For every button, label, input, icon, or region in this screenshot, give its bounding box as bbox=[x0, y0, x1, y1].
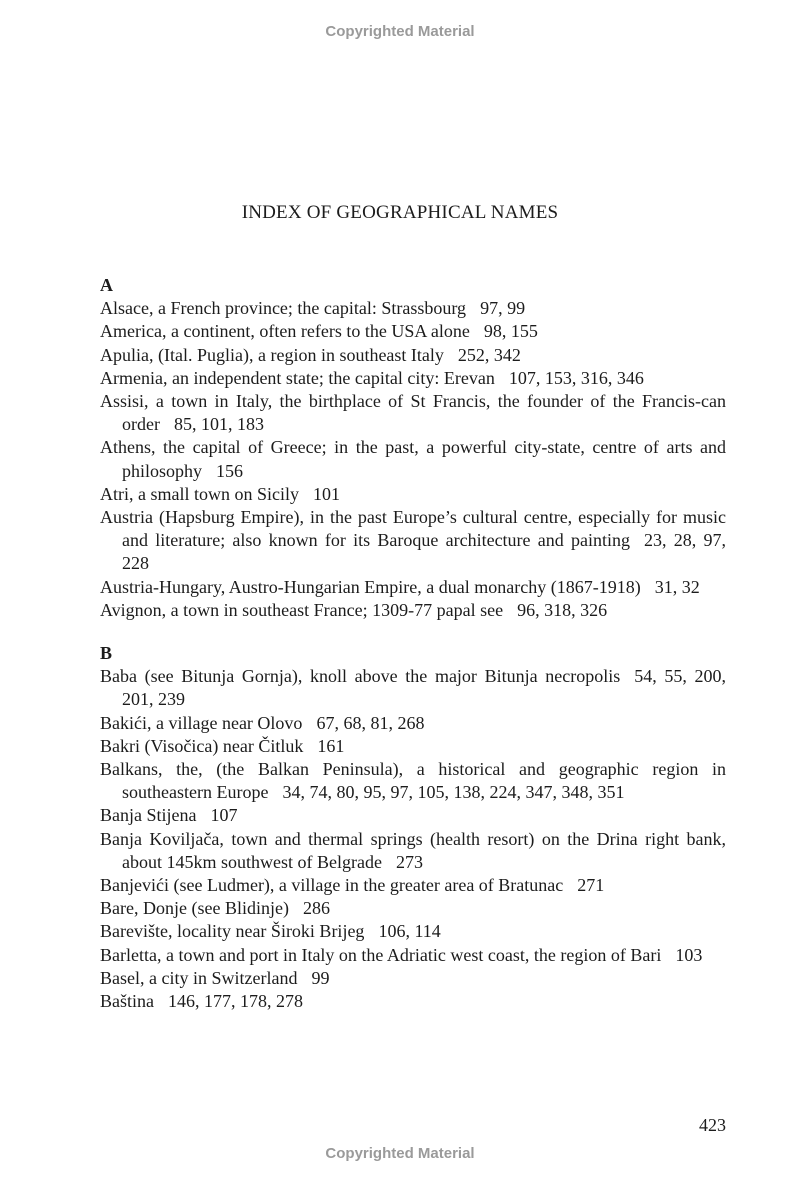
entry-text: Austria (Hapsburg Empire), in the past Europe’s cultural centre, especially for music and literature; also known for its Baroque architecture and painting bbox=[100, 507, 726, 551]
index-entry bbox=[100, 735, 726, 758]
section-letter: A bbox=[100, 275, 113, 295]
index-entry bbox=[100, 506, 726, 576]
entry-pages: 106, 114 bbox=[378, 921, 441, 942]
index-entry bbox=[100, 599, 726, 622]
entry-text: Baba (see Bitunja Gornja), knoll above the major Bitunja necropolis bbox=[100, 666, 621, 687]
entry-text: Athens, the capital of Greece; in the past, a powerful city-state, centre of arts and philosophy bbox=[100, 437, 726, 481]
index-entry bbox=[100, 483, 726, 506]
index-entry bbox=[100, 576, 726, 599]
entry-pages: 273 bbox=[395, 851, 423, 872]
index-entry bbox=[100, 320, 726, 343]
index-entry bbox=[100, 344, 726, 367]
entry-text: America, a continent, often refers to the USA alone bbox=[100, 321, 470, 342]
index-entry bbox=[100, 367, 726, 390]
index-entry bbox=[100, 920, 726, 943]
index-entry bbox=[100, 944, 726, 967]
entry-text: Bakići, a village near Olovo bbox=[100, 712, 303, 733]
watermark-top: Copyrighted Material bbox=[325, 23, 475, 40]
entry-text: Banja Koviljača, town and thermal springs (health resort) on the Drina right bank, about 145km southwest of Belgrade bbox=[100, 828, 726, 872]
index-entry bbox=[100, 874, 726, 897]
entry-text: Barletta, a town and port in Italy on the Adriatic west coast, the region of Bari bbox=[100, 944, 662, 965]
entry-pages: 161 bbox=[317, 735, 345, 756]
entry-pages: 286 bbox=[302, 898, 330, 919]
index-entry bbox=[100, 990, 726, 1013]
index-entry bbox=[100, 828, 726, 874]
section-letter: B bbox=[100, 643, 113, 664]
entry-text: Bakri (Visočica) near Čitluk bbox=[100, 735, 304, 756]
index-entry bbox=[100, 897, 726, 920]
entry-pages: 67, 68, 81, 268 bbox=[316, 712, 425, 733]
index-body bbox=[100, 274, 726, 1013]
page-title: INDEX OF GEOGRAPHICAL NAMES bbox=[241, 202, 559, 223]
entry-pages: 103 bbox=[675, 944, 703, 965]
entry-pages: 31, 32 bbox=[654, 576, 700, 597]
index-entry bbox=[100, 712, 726, 735]
entry-pages: 252, 342 bbox=[457, 344, 521, 365]
entry-text: Austria-Hungary, Austro-Hungarian Empire, a dual monarchy (1867-1918) bbox=[100, 576, 641, 597]
entry-pages: 54, 55, 200, 201, 239 bbox=[122, 666, 726, 710]
index-entry bbox=[100, 297, 726, 320]
entry-text: Armenia, an independent state; the capital city: Erevan bbox=[100, 367, 495, 388]
entry-pages: 98, 155 bbox=[483, 321, 538, 342]
entry-text: Assisi, a town in Italy, the birthplace of St Francis, the founder of the Francis-can order bbox=[100, 391, 726, 435]
index-entry bbox=[100, 665, 726, 711]
entry-text: Basel, a city in Switzerland bbox=[100, 967, 298, 988]
index-section-b bbox=[100, 642, 726, 1013]
entry-pages: 107 bbox=[210, 805, 238, 826]
entry-pages: 146, 177, 178, 278 bbox=[168, 991, 303, 1012]
entry-pages: 156 bbox=[216, 460, 244, 481]
entry-text: Apulia, (Ital. Puglia), a region in southeast Italy bbox=[100, 344, 444, 365]
index-entry bbox=[100, 390, 726, 436]
entry-text: Bare, Donje (see Blidinje) bbox=[100, 898, 289, 919]
entry-pages: 97, 99 bbox=[480, 298, 526, 319]
entry-text: Banja Stijena bbox=[100, 805, 197, 826]
entry-text: Atri, a small town on Sicily bbox=[100, 483, 299, 504]
entry-pages: 107, 153, 316, 346 bbox=[508, 367, 644, 388]
entry-text: Alsace, a French province; the capital: Strassbourg bbox=[100, 298, 467, 319]
watermark-bottom: Copyrighted Material bbox=[325, 1145, 475, 1162]
entry-pages: 34, 74, 80, 95, 97, 105, 138, 224, 347, 348, 351 bbox=[282, 782, 625, 803]
entry-text: Avignon, a town in southeast France; 1309-77 papal see bbox=[100, 599, 504, 620]
index-entry bbox=[100, 758, 726, 804]
entry-text: Banjevići (see Ludmer), a village in the greater area of Bratunac bbox=[100, 875, 564, 896]
entry-pages: 85, 101, 183 bbox=[173, 414, 264, 435]
index-entry bbox=[100, 436, 726, 482]
index-section-a bbox=[100, 274, 726, 622]
index-entry bbox=[100, 804, 726, 827]
entry-pages: 23, 28, 97, 228 bbox=[122, 530, 726, 574]
entry-pages: 99 bbox=[311, 967, 330, 988]
entry-pages: 271 bbox=[577, 875, 605, 896]
entry-pages: 96, 318, 326 bbox=[517, 599, 608, 620]
index-entry bbox=[100, 967, 726, 990]
entry-text: Balkans, the, (the Balkan Peninsula), a historical and geographic region in southeastern Europe bbox=[100, 759, 726, 803]
page-number: 423 bbox=[699, 1115, 726, 1135]
entry-text: Barevište, locality near Široki Brijeg bbox=[100, 921, 365, 942]
entry-pages: 101 bbox=[312, 483, 340, 504]
entry-text: Baština bbox=[100, 991, 154, 1012]
